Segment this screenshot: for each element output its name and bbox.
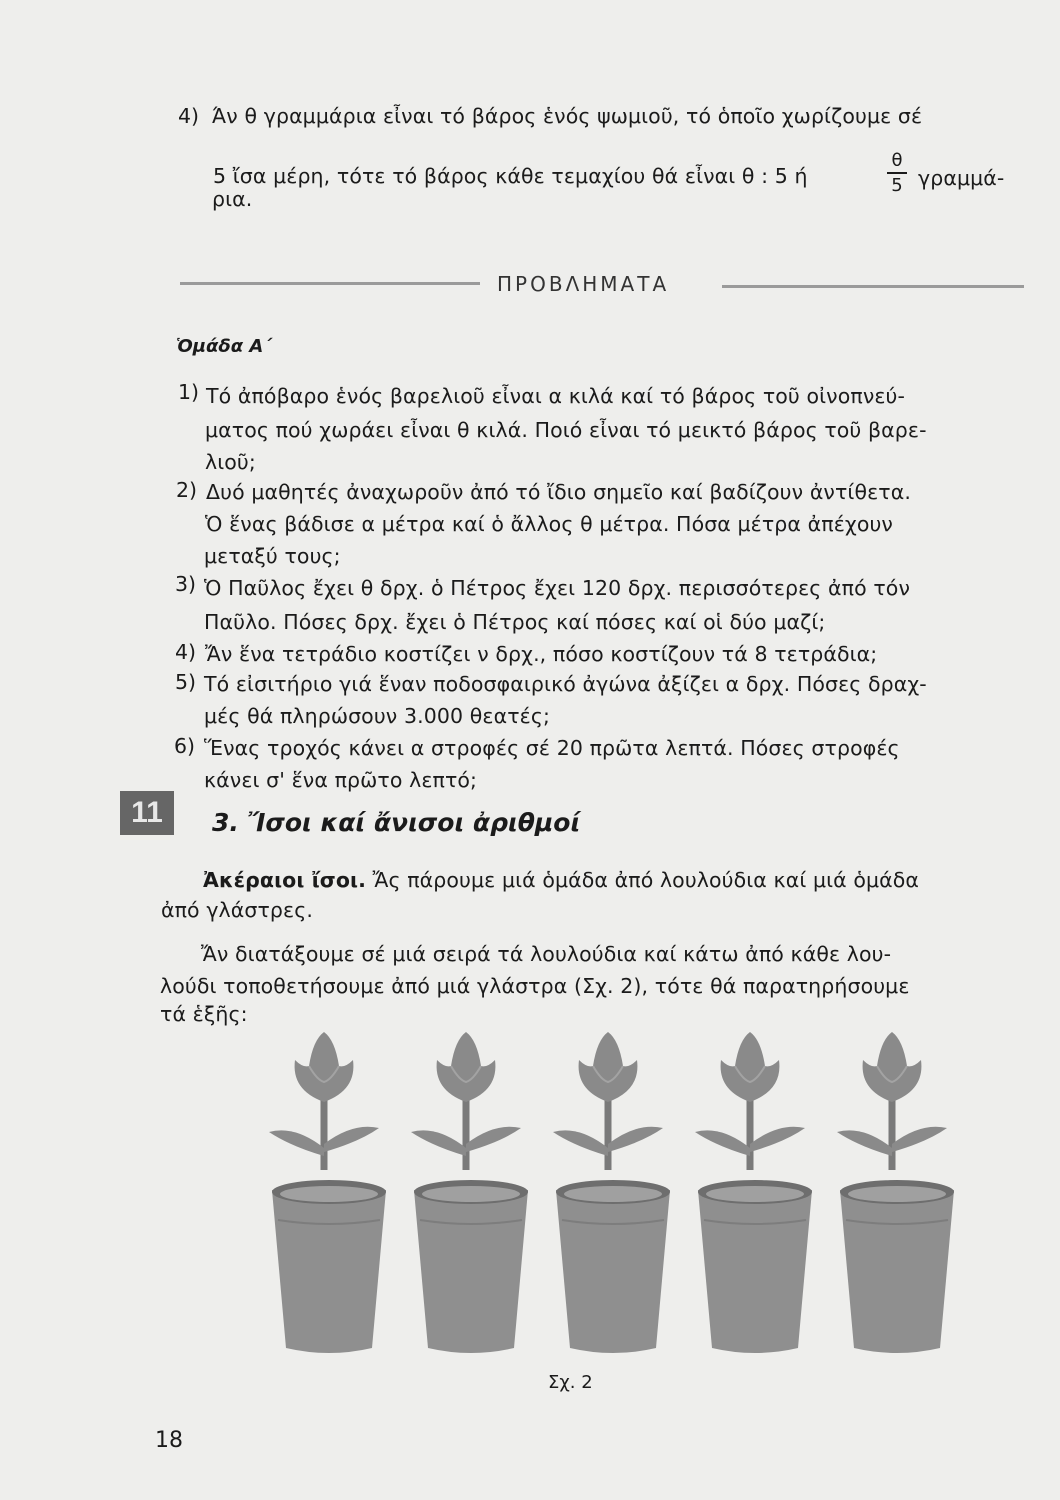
paragraph-2-line-2: λούδι τοποθετήσουμε ἀπό μιά γλάστρα (Σχ. 2), τότε θά παρατηρήσουμε bbox=[160, 974, 910, 998]
problem-number: 5) bbox=[175, 670, 197, 694]
paragraph-2-line-1: Ἄν διατάξουμε σέ μιά σειρά τά λουλούδια καί κάτω ἀπό κάθε λου- bbox=[201, 942, 892, 966]
flower-4 bbox=[695, 1032, 805, 1170]
pot-5 bbox=[840, 1180, 954, 1353]
problem-line: μές θά πληρώσουν 3.000 θεατές; bbox=[204, 704, 550, 728]
problem-number: 1) bbox=[178, 380, 200, 404]
paragraph-text: Ἄς πάρουμε μιά ὁμάδα ἀπό λουλούδια καί μιά ὁμάδα bbox=[366, 868, 920, 892]
problem-line: Τό ἀπόβαρο ἑνός βαρελιοῦ εἶναι α κιλά καί τό βάρος τοῦ οἰνοπνεύ- bbox=[206, 384, 906, 408]
paragraph-2-line-3: τά ἑξῆς: bbox=[160, 1002, 248, 1026]
flowers-and-pots-figure bbox=[255, 1030, 975, 1360]
group-label: Ὁμάδα Α΄ bbox=[176, 336, 272, 357]
flower-2 bbox=[411, 1032, 521, 1170]
problem-line: ματος πού χωράει εἶναι θ κιλά. Ποιό εἶναι τό μεικτό βάρος τοῦ βαρε- bbox=[205, 418, 927, 442]
section-title: 3. Ἴσοι καί ἄνισοι ἀριθμοί bbox=[212, 808, 581, 837]
heading-rule-left bbox=[180, 282, 480, 285]
pot-3 bbox=[556, 1180, 670, 1353]
problem-line: Ὁ Παῦλος ἔχει θ δρχ. ὁ Πέτρος ἔχει 120 δρχ. περισσότερες ἀπό τόν bbox=[204, 576, 911, 600]
section-badge: 11 bbox=[120, 791, 174, 835]
fraction bbox=[885, 150, 909, 196]
fraction-denominator: 5 bbox=[891, 174, 903, 196]
problem-line: Δυό μαθητές ἀναχωροῦν ἀπό τό ἴδιο σημεῖο καί βαδίζουν ἀντίθετα. bbox=[206, 480, 911, 504]
item4-line2: 5 ἴσα μέρη, τότε τό βάρος κάθε τεμαχίου θά εἶναι θ : 5 ή bbox=[213, 164, 808, 188]
item4-line3: ρια. bbox=[212, 187, 253, 211]
problem-line: λιοῦ; bbox=[205, 450, 256, 474]
item4-line2-end: γραμμά- bbox=[918, 166, 1005, 190]
problem-line: Ἄν ἕνα τετράδιο κοστίζει ν δρχ., πόσο κοστίζουν τά 8 τετράδια; bbox=[205, 642, 878, 666]
problem-line: Τό εἰσιτήριο γιά ἕναν ποδοσφαιρικό ἀγώνα ἀξίζει α δρχ. Πόσες δραχ- bbox=[204, 672, 927, 696]
problem-line: Ὁ ἕνας βάδισε α μέτρα καί ὁ ἄλλος θ μέτρα. Πόσα μέτρα ἀπέχουν bbox=[205, 512, 893, 536]
problem-number: 6) bbox=[174, 734, 196, 758]
problem-line: μεταξύ τους; bbox=[204, 544, 341, 568]
problem-line: Παῦλο. Πόσες δρχ. ἔχει ὁ Πέτρος καί πόσες καί οἱ δύο μαζί; bbox=[204, 610, 826, 634]
flower-5 bbox=[837, 1032, 947, 1170]
problems-heading: ΠΡΟΒΛΗΜΑΤΑ bbox=[497, 272, 670, 296]
problem-line: κάνει σ' ἕνα πρῶτο λεπτό; bbox=[204, 768, 478, 792]
fraction-bar bbox=[887, 172, 907, 174]
figure-caption: Σχ. 2 bbox=[548, 1372, 593, 1393]
term-bold: Ἀκέραιοι ἴσοι. bbox=[203, 868, 367, 892]
pot-2 bbox=[414, 1180, 528, 1353]
item4-line1: Άν θ γραμμάρια εἶναι τό βάρος ἑνός ψωμιοῦ, τό ὁποῖο χωρίζουμε σέ bbox=[212, 104, 923, 128]
item-number: 4) bbox=[178, 104, 200, 128]
heading-rule-right bbox=[722, 285, 1024, 288]
problem-number: 2) bbox=[176, 478, 198, 502]
pot-4 bbox=[698, 1180, 812, 1353]
flower-1 bbox=[269, 1032, 379, 1170]
flower-3 bbox=[553, 1032, 663, 1170]
paragraph-1-line-1 bbox=[203, 868, 919, 892]
pot-1 bbox=[272, 1180, 386, 1353]
page-number: 18 bbox=[155, 1428, 183, 1453]
paragraph-1-line-2: ἀπό γλάστρες. bbox=[161, 898, 313, 922]
fraction-numerator: θ bbox=[891, 150, 903, 171]
problem-number: 4) bbox=[175, 640, 197, 664]
problem-line: Ἕνας τροχός κάνει α στροφές σέ 20 πρῶτα λεπτά. Πόσες στροφές bbox=[204, 736, 900, 760]
problem-number: 3) bbox=[175, 572, 197, 596]
